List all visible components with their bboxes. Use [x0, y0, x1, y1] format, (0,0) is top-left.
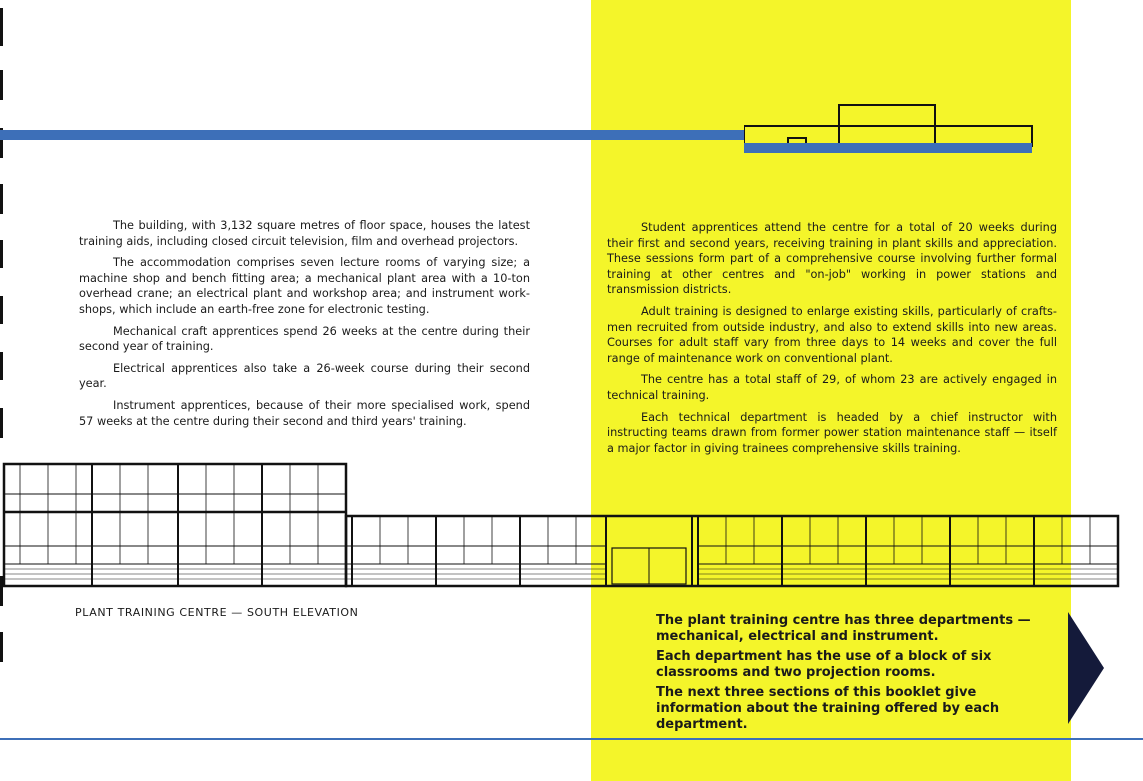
building-outline-icon	[744, 102, 1034, 154]
next-page-arrow-icon[interactable]	[1068, 612, 1108, 724]
elevation-caption: PLANT TRAINING CENTRE — SOUTH ELEVATION	[75, 606, 359, 619]
left-text-column	[79, 218, 530, 435]
left-paragraph-3: Mechanical craft apprentices spend 26 weeks at the centre during their second year of training.	[79, 324, 530, 354]
left-edge-marks	[0, 0, 8, 781]
left-paragraph-2: The accommodation comprises seven lecture rooms of varying size; a machine shop and bench fitting area; a mechanical plant area with a 10-ton overhead crane; an electrical plant and workshop area; and instrument work-shops, which include an earth-free zone for electronic testing.	[79, 256, 530, 316]
bottom-rule	[0, 738, 1143, 740]
right-paragraph-3: The centre has a total staff of 29, of whom 23 are actively engaged in technical training.	[607, 373, 1057, 402]
left-paragraph-5: Instrument apprentices, because of their more specialised work, spend 57 weeks at the centre during their second and third years' training.	[79, 398, 530, 428]
highlight-paragraph-2: Each department has the use of a block of six classrooms and two projection rooms.	[656, 649, 992, 680]
highlight-text	[656, 613, 1046, 737]
highlight-paragraph-3: The next three sections of this booklet give information about the training offered by each department.	[656, 685, 1000, 732]
right-paragraph-2: Adult training is designed to enlarge existing skills, particularly of crafts-men recruited from outside industry, and also to extend skills into new areas. Courses for adult staff vary from three days to 14 weeks and cover the full range of maintenance work on conventional plant.	[607, 304, 1057, 365]
left-paragraph-1: The building, with 3,132 square metres of floor space, houses the latest training aids, including closed circuit television, film and overhead projectors.	[79, 219, 530, 248]
right-paragraph-4: Each technical department is headed by a chief instructor with instructing teams drawn from former power station maintenance staff — itself a major factor in giving trainees comprehensive skills training.	[607, 410, 1057, 455]
blue-band-left	[0, 130, 744, 140]
highlight-paragraph-1: The plant training centre has three departments — mechanical, electrical and instrument.	[656, 613, 1031, 644]
left-paragraph-4: Electrical apprentices also take a 26-week course during their second year.	[79, 361, 530, 391]
right-paragraph-1: Student apprentices attend the centre for a total of 20 weeks during their first and second years, receiving training in plant skills and appreciation. These sessions form part of a comprehensive course involving further formal training at other centres and "on-job" working in power stations and transmission districts.	[607, 221, 1057, 297]
right-text-column	[607, 220, 1057, 462]
south-elevation-drawing	[0, 460, 1122, 590]
